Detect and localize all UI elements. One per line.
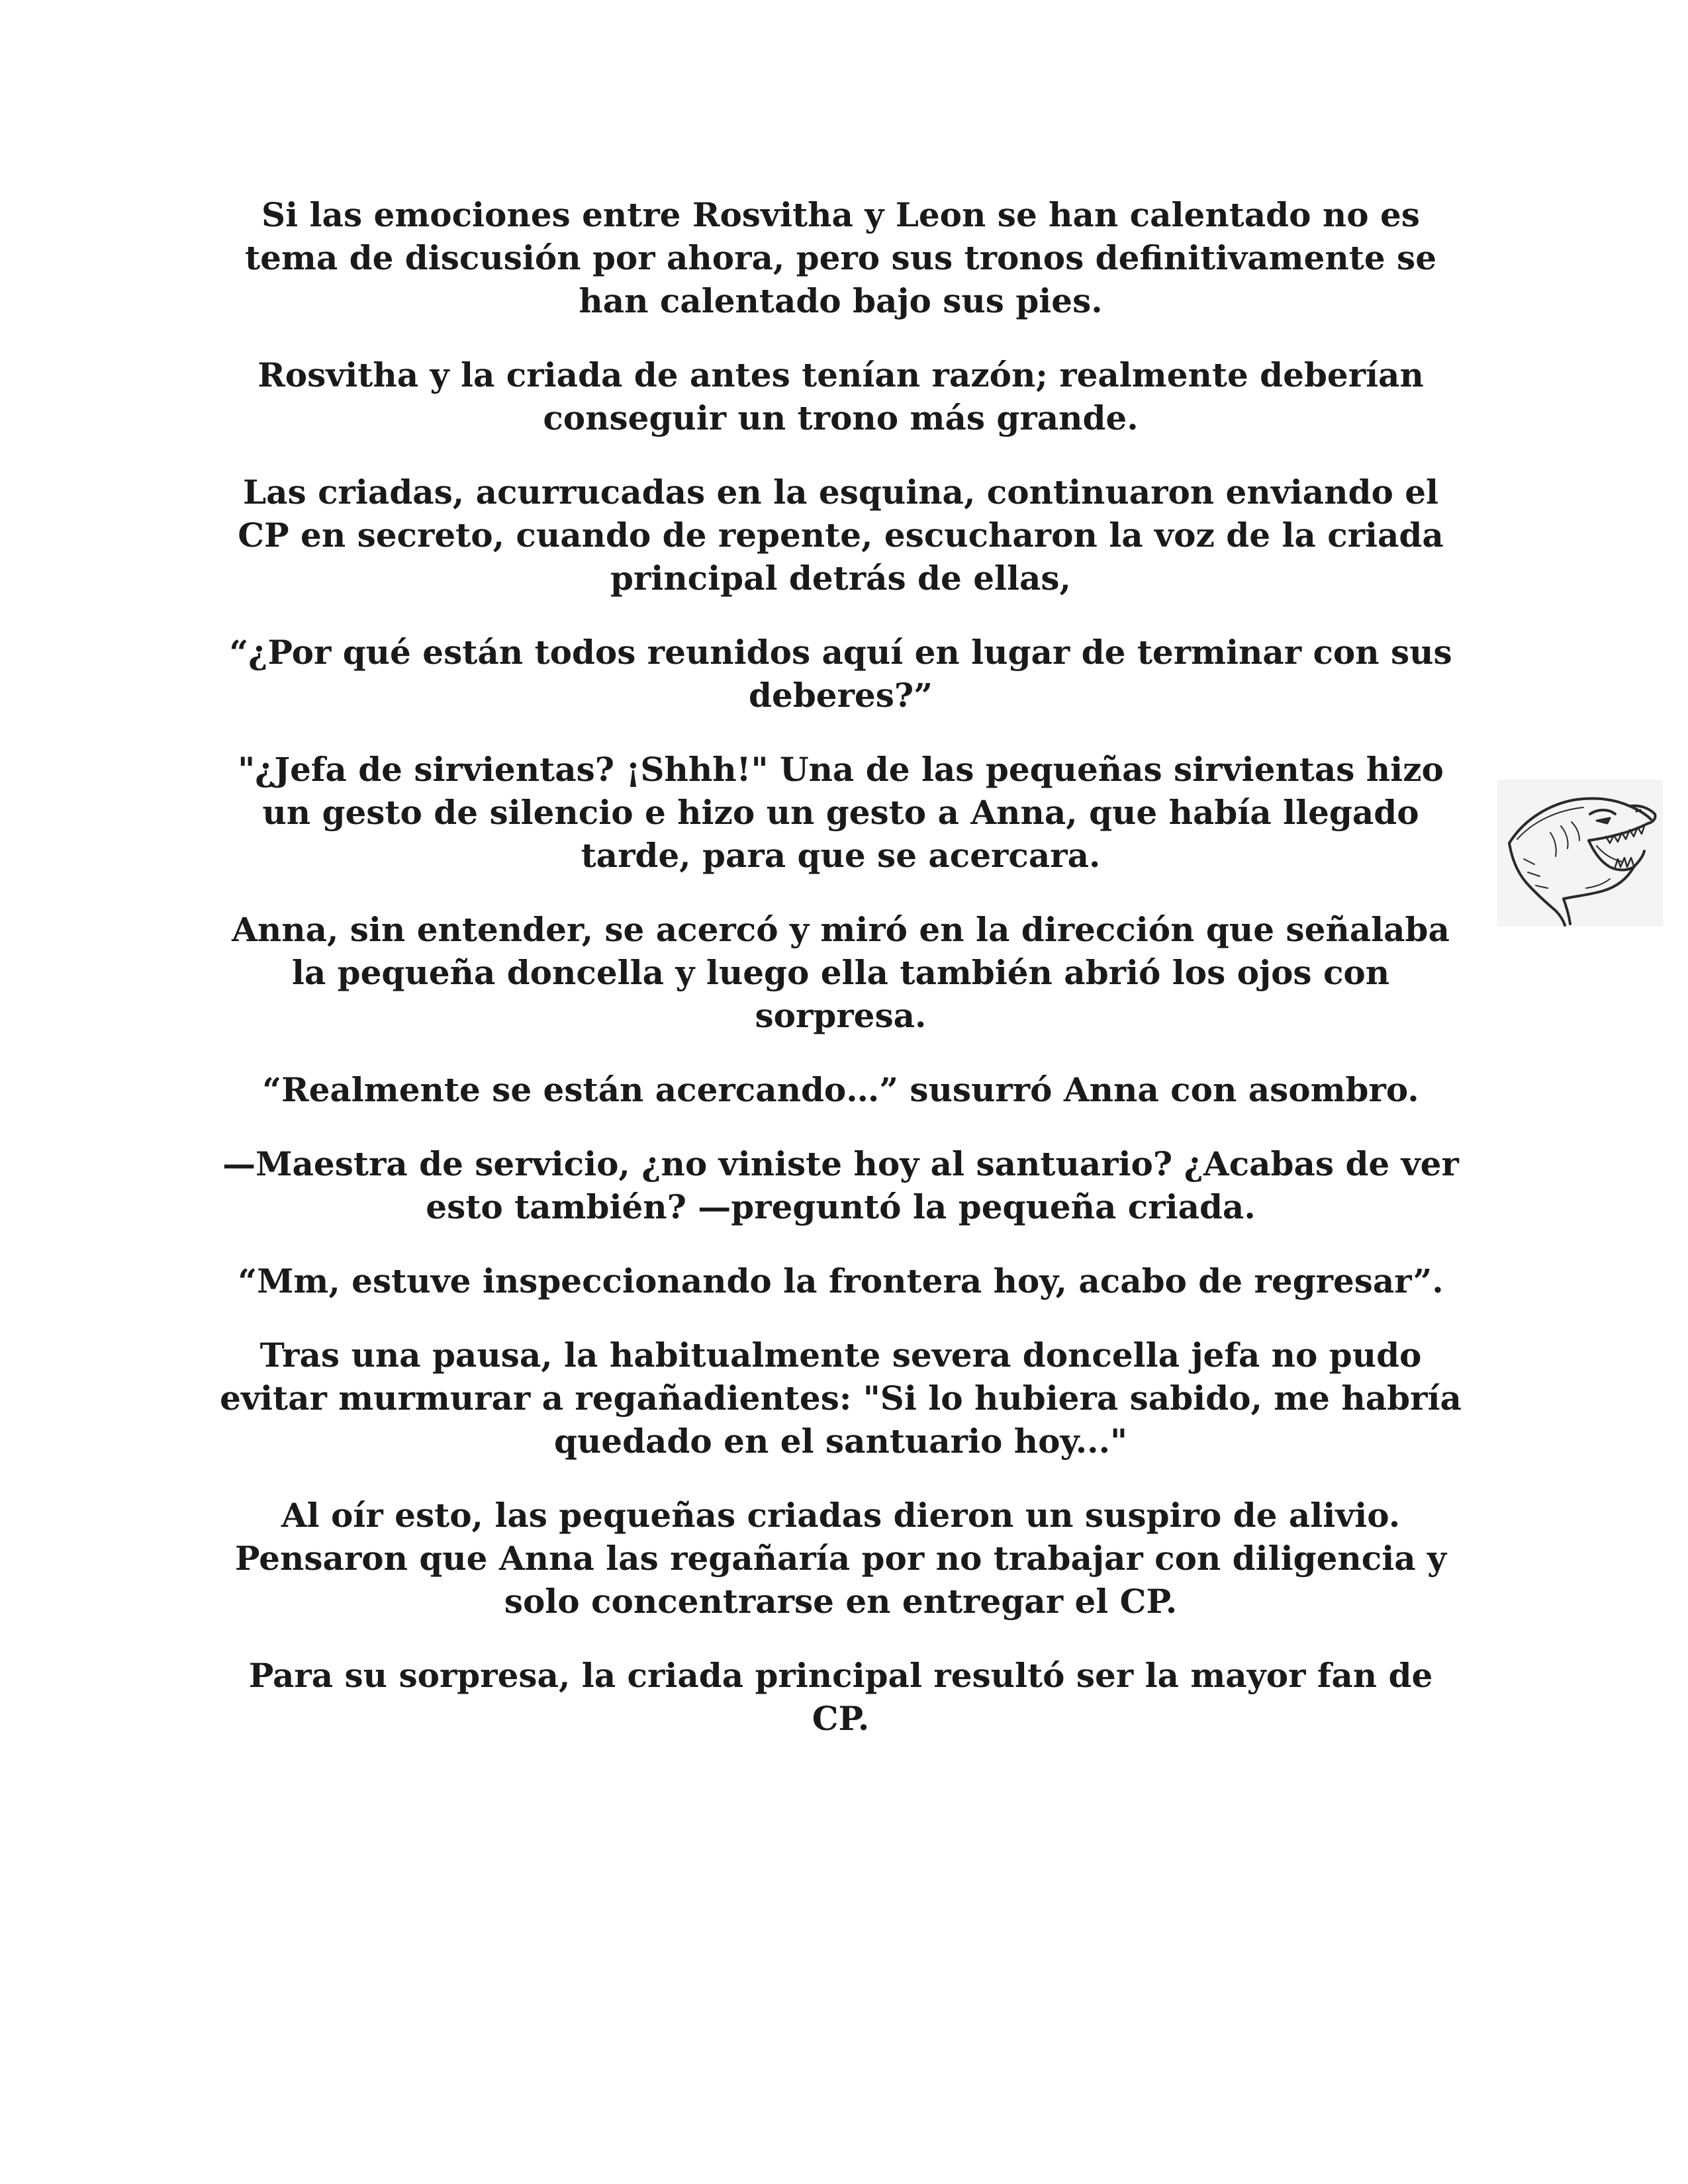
paragraph-8: —Maestra de servicio, ¿no viniste hoy al santuario? ¿Acabas de ver esto también? —preguntó la pequeña criada.: [222, 1144, 1459, 1226]
dinosaur-head-sketch-icon: [1497, 780, 1663, 927]
paragraph-4: “¿Por qué están todos reunidos aquí en lugar de terminar con sus deberes?”: [229, 633, 1452, 715]
paragraph-3: Las criadas, acurrucadas en la esquina, continuaron enviando el CP en secreto, cuando de repente, escucharon la voz de la criada principal detrás de ellas,: [238, 473, 1444, 598]
paragraph-1: Si las emociones entre Rosvitha y Leon se han calentado no es tema de discusión por ahora, pero sus tronos definitivamente se han calentado bajo sus pies.: [245, 195, 1436, 320]
paragraph-12: Para su sorpresa, la criada principal resultó ser la mayor fan de CP.: [248, 1656, 1433, 1738]
paragraph-9: “Mm, estuve inspeccionando la frontera hoy, acabo de regresar”.: [238, 1261, 1444, 1300]
paragraph-5: "¿Jefa de sirvientas? ¡Shhh!" Una de las pequeñas sirvientas hizo un gesto de silencio e hizo un gesto a Anna, que había llegado tarde, para que se acercara.: [238, 750, 1444, 875]
paragraph-11: Al oír esto, las pequeñas criadas dieron un suspiro de alivio. Pensaron que Anna las regañaría por no trabajar con diligencia y solo concentrarse en entregar el CP.: [234, 1496, 1447, 1621]
paragraph-2: Rosvitha y la criada de antes tenían razón; realmente deberían conseguir un trono más grande.: [258, 355, 1424, 437]
paragraph-7: “Realmente se están acercando…” susurró Anna con asombro.: [262, 1070, 1419, 1109]
paragraph-10: Tras una pausa, la habitualmente severa doncella jefa no pudo evitar murmurar a regañadientes: "Si lo hubiera sabido, me habría quedado en el santuario hoy...": [220, 1336, 1462, 1461]
paragraph-6: Anna, sin entender, se acercó y miró en la dirección que señalaba la pequeña doncella y luego ella también abrió los ojos con sorpresa.: [232, 910, 1450, 1035]
story-text: [218, 193, 1463, 1771]
